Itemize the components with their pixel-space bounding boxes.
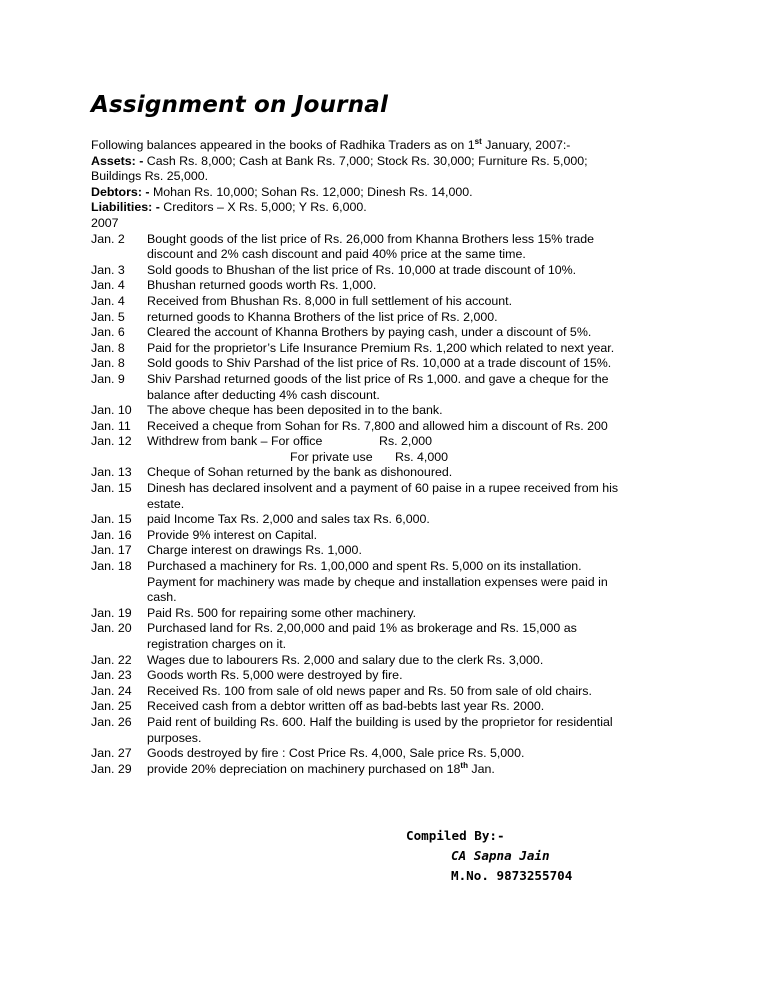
entry-text-line: Goods worth Rs. 5,000 were destroyed by fire. [147, 668, 403, 683]
entry-text-line: Purchased a machinery for Rs. 1,00,000 and spent Rs. 5,000 on its installation. [147, 559, 582, 574]
membership-number: M.No. 9873255704 [451, 868, 573, 883]
entry-text-line: Paid rent of building Rs. 600. Half the building is used by the proprietor for residential [147, 714, 613, 729]
entry-text-line: Bhushan returned goods worth Rs. 1,000. [147, 278, 377, 293]
entry-date: Jan. 16 [91, 527, 132, 542]
entry-text-line: Sold goods to Bhushan of the list price of Rs. 10,000 at trade discount of 10%. [147, 262, 577, 277]
entry-date: Jan. 8 [91, 356, 125, 371]
entry-date: Jan. 27 [91, 746, 132, 761]
entry-date: Jan. 15 [91, 512, 132, 527]
journal-entry-last [91, 762, 711, 778]
entry-text-line: Received from Bhushan Rs. 8,000 in full settlement of his account. [147, 293, 513, 308]
journal-entry [91, 419, 711, 435]
journal-entry [91, 559, 711, 606]
entry-text-line: Goods destroyed by fire : Cost Price Rs. 4,000, Sale price Rs. 5,000. [147, 746, 525, 761]
compiler-name: CA Sapna Jain [451, 848, 550, 863]
entry-date: Jan. 10 [91, 403, 132, 418]
assets-text: Cash Rs. 8,000; Cash at Bank Rs. 7,000; Stock Rs. 30,000; Furniture Rs. 5,000; [143, 153, 588, 168]
entry-text-line: Cleared the account of Khanna Brothers by paying cash, under a discount of 5%. [147, 325, 592, 340]
entry-text-line: Shiv Parshad returned goods of the list price of Rs 1,000. and gave a cheque for the [147, 371, 609, 386]
entry-text-line: purposes. [147, 730, 202, 745]
entry-date: Jan. 12 [91, 434, 132, 449]
withdraw-text: Withdrew from bank – For office [147, 434, 323, 449]
assets-line [91, 154, 711, 170]
debtors-text: Mohan Rs. 10,000; Sohan Rs. 12,000; Dinesh Rs. 14,000. [149, 184, 473, 199]
entry-date: Jan. 6 [91, 325, 125, 340]
journal-entry [91, 746, 711, 762]
debtors-label: Debtors: - [91, 184, 150, 199]
journal-entry [91, 294, 711, 310]
year-line: 2007 [91, 215, 119, 230]
entry-text-line: discount and 2% cash discount and paid 40% price at the same time. [147, 247, 526, 262]
journal-entry [91, 465, 711, 481]
last-entry-text-after: Jan. [467, 761, 495, 776]
journal-entries-2 [91, 465, 711, 761]
entry-text-line: Charge interest on drawings Rs. 1,000. [147, 543, 362, 558]
compiled-by-block [406, 826, 572, 886]
journal-entry [91, 263, 711, 279]
entry-text-line: Payment for machinery was made by cheque and installation expenses were paid in [147, 574, 608, 589]
entry-text-line: balance after deducting 4% cash discount. [147, 387, 380, 402]
journal-entry [91, 684, 711, 700]
entry-date: Jan. 26 [91, 714, 132, 729]
entry-text-line: Provide 9% interest on Capital. [147, 527, 318, 542]
entry-text-line: paid Income Tax Rs. 2,000 and sales tax Rs. 6,000. [147, 512, 430, 527]
withdraw-office-amount: Rs. 2,000 [379, 434, 433, 449]
journal-entries [91, 232, 711, 435]
intro-text-after: January, 2007:- [481, 138, 571, 152]
entry-date: Jan. 8 [91, 340, 125, 355]
entry-text-line: Wages due to labourers Rs. 2,000 and salary due to the clerk Rs. 3,000. [147, 652, 544, 667]
last-entry-sup: th [460, 760, 468, 770]
intro-sup: st [474, 137, 482, 146]
journal-entry [91, 232, 711, 263]
journal-entry [91, 310, 711, 326]
liabilities-line [91, 200, 711, 216]
journal-entry [91, 668, 711, 684]
journal-entry [91, 512, 711, 528]
journal-entry [91, 403, 711, 419]
journal-entry [91, 372, 711, 403]
entry-text-line: Sold goods to Shiv Parshad of the list price of Rs. 10,000 at a trade discount of 15%. [147, 356, 612, 371]
entry-text-line: Received Rs. 100 from sale of old news paper and Rs. 50 from sale of old chairs. [147, 683, 592, 698]
entry-date: Jan. 20 [91, 621, 132, 636]
entry-date: Jan. 3 [91, 262, 125, 277]
intro-text: Following balances appeared in the books of Radhika Traders as on 1 [91, 138, 475, 152]
entry-date: Jan. 9 [91, 371, 125, 386]
journal-entry [91, 278, 711, 294]
withdraw-private-amount: Rs. 4,000 [395, 449, 449, 464]
journal-entry [91, 543, 711, 559]
entry-date: Jan. 23 [91, 668, 132, 683]
last-entry-text: provide 20% depreciation on machinery purchased on 18 [147, 761, 461, 776]
entry-text-line: The above cheque has been deposited in to the bank. [147, 403, 443, 418]
journal-entry-withdraw [91, 434, 711, 465]
entry-text-line: Paid Rs. 500 for repairing some other machinery. [147, 605, 417, 620]
entry-text-line: Dinesh has declared insolvent and a payment of 60 paise in a rupee received from his [147, 481, 619, 496]
journal-entry [91, 621, 711, 652]
entry-date: Jan. 24 [91, 683, 132, 698]
journal-entry [91, 528, 711, 544]
entry-text-line: Purchased land for Rs. 2,00,000 and paid 1% as brokerage and Rs. 15,000 as [147, 621, 577, 636]
compiled-by-label: Compiled By:- [406, 828, 505, 843]
journal-entry [91, 699, 711, 715]
entry-date: Jan. 18 [91, 559, 132, 574]
entry-date: Jan. 17 [91, 543, 132, 558]
assets-line-2: Buildings Rs. 25,000. [91, 169, 209, 184]
entry-text-line: Cheque of Sohan returned by the bank as dishonoured. [147, 465, 453, 480]
page-title: Assignment on Journal [91, 92, 389, 118]
entry-date: Jan. 19 [91, 605, 132, 620]
assets-label: Assets: - [91, 153, 144, 168]
entry-date: Jan. 22 [91, 652, 132, 667]
withdraw-private-label: For private use [290, 449, 373, 464]
liabilities-label: Liabilities: - [91, 200, 160, 215]
entry-date: Jan. 29 [91, 761, 132, 776]
journal-entry [91, 481, 711, 512]
debtors-line [91, 185, 711, 201]
entry-text-line: registration charges on it. [147, 637, 287, 651]
entry-date: Jan. 2 [91, 231, 125, 246]
intro-line [91, 138, 711, 154]
entry-text-line: Received cash from a debtor written off as bad-bebts last year Rs. 2000. [147, 699, 545, 714]
entry-text-line: cash. [147, 590, 177, 605]
entry-date: Jan. 4 [91, 278, 125, 293]
entry-date: Jan. 25 [91, 699, 132, 714]
entry-date: Jan. 5 [91, 309, 125, 324]
journal-entry [91, 341, 711, 357]
entry-date: Jan. 13 [91, 465, 132, 480]
entry-date: Jan. 4 [91, 293, 125, 308]
entry-date: Jan. 15 [91, 481, 132, 496]
journal-entry [91, 653, 711, 669]
entry-text-line: estate. [147, 496, 185, 511]
entry-text-line: Paid for the proprietor’s Life Insurance Premium Rs. 1,200 which related to next year. [147, 340, 615, 355]
journal-entry [91, 606, 711, 622]
document-body [91, 138, 711, 777]
entry-text-line: returned goods to Khanna Brothers of the list price of Rs. 2,000. [147, 309, 498, 324]
liabilities-text: Creditors – X Rs. 5,000; Y Rs. 6,000. [159, 200, 367, 215]
entry-text-line: Bought goods of the list price of Rs. 26,000 from Khanna Brothers less 15% trade [147, 231, 595, 246]
entry-date: Jan. 11 [91, 418, 131, 433]
journal-entry [91, 715, 711, 746]
journal-entry [91, 325, 711, 341]
journal-entry [91, 356, 711, 372]
entry-text-line: Received a cheque from Sohan for Rs. 7,800 and allowed him a discount of Rs. 200 [147, 418, 608, 433]
